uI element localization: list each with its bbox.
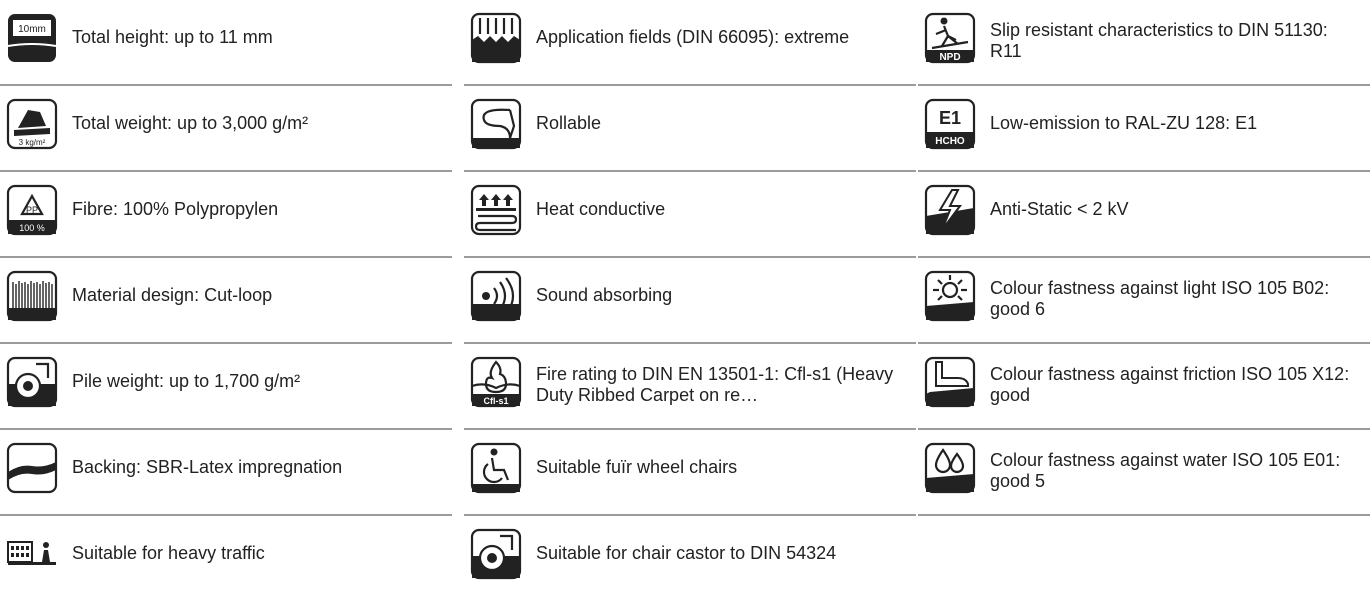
- svg-text:PP: PP: [25, 205, 39, 215]
- feature-label: Total weight: up to 3,000 g/m²: [72, 113, 309, 133]
- feature-item: [464, 258, 916, 344]
- feature-item: [918, 344, 1370, 430]
- feature-label: Material design: Cut-loop: [72, 285, 273, 305]
- feature-item: [0, 86, 452, 172]
- fibre-icon: [6, 184, 58, 236]
- feature-item: [0, 430, 452, 516]
- feature-column-3: [918, 0, 1370, 516]
- friction-fastness-icon: [924, 356, 976, 408]
- heavy-traffic-icon: [6, 528, 58, 580]
- feature-label: Heat conductive: [536, 199, 666, 219]
- feature-item: [464, 172, 916, 258]
- feature-label: Colour fastness against water ISO 105 E01: good 5: [990, 450, 1341, 491]
- sound-absorbing-icon: [470, 270, 522, 322]
- chair-castor-icon: [470, 528, 522, 580]
- feature-item: [0, 172, 452, 258]
- water-fastness-icon: [924, 442, 976, 494]
- heat-conductive-icon: [470, 184, 522, 236]
- light-fastness-icon: [924, 270, 976, 322]
- feature-label: Suitable fuïr wheel chairs: [536, 457, 738, 477]
- feature-item: [918, 86, 1370, 172]
- feature-item: [464, 0, 916, 86]
- fire-rating-icon: [470, 356, 522, 408]
- wheelchair-icon: [470, 442, 522, 494]
- feature-label: Suitable for chair castor to DIN 54324: [536, 543, 837, 563]
- divider: [918, 514, 1370, 516]
- application-fields-icon: [470, 12, 522, 64]
- low-emission-icon: [924, 98, 976, 150]
- feature-label: Rollable: [536, 113, 602, 133]
- feature-item: [464, 430, 916, 516]
- feature-label: Backing: SBR-Latex impregnation: [72, 457, 343, 477]
- feature-column-2: [464, 0, 916, 596]
- feature-item: [464, 86, 916, 172]
- feature-label: Suitable for heavy traffic: [72, 543, 265, 563]
- svg-text:100 %: 100 %: [19, 223, 45, 233]
- feature-label: Slip resistant characteristics to DIN 51130: R11: [990, 20, 1328, 61]
- feature-item: [464, 516, 916, 596]
- svg-text:10mm: 10mm: [18, 24, 46, 35]
- feature-item: [0, 0, 452, 86]
- feature-label: Pile weight: up to 1,700 g/m²: [72, 371, 301, 391]
- anti-static-icon: [924, 184, 976, 236]
- feature-label: Low-emission to RAL-ZU 128: E1: [990, 113, 1258, 133]
- svg-text:Cfl-s1: Cfl-s1: [483, 396, 509, 406]
- feature-label: Anti-Static < 2 kV: [990, 199, 1129, 219]
- rollable-icon: [470, 98, 522, 150]
- feature-item: [0, 516, 452, 596]
- svg-text:HCHO: HCHO: [935, 136, 965, 147]
- svg-text:3 kg/m²: 3 kg/m²: [18, 138, 46, 147]
- feature-item: [0, 258, 452, 344]
- height-icon: [6, 12, 58, 64]
- feature-item: [918, 430, 1370, 516]
- pile-weight-icon: [6, 356, 58, 408]
- backing-icon: [6, 442, 58, 494]
- feature-label: Sound absorbing: [536, 285, 673, 305]
- weight-icon: [6, 98, 58, 150]
- feature-label: Total height: up to 11 mm: [72, 27, 273, 47]
- feature-label: Colour fastness against light ISO 105 B02: good 6: [990, 278, 1330, 319]
- svg-text:NPD: NPD: [939, 52, 961, 63]
- feature-item: [918, 0, 1370, 86]
- cut-loop-icon: [6, 270, 58, 322]
- feature-item: [464, 344, 916, 430]
- feature-item: [0, 344, 452, 430]
- feature-column-1: [0, 0, 452, 596]
- slip-resistant-icon: [924, 12, 976, 64]
- feature-label: Colour fastness against friction ISO 105 X12: good: [990, 364, 1350, 405]
- feature-label: Fibre: 100% Polypropylen: [72, 199, 279, 219]
- svg-text:E1: E1: [938, 108, 962, 128]
- feature-item: [918, 172, 1370, 258]
- feature-item: [918, 258, 1370, 344]
- feature-label: Fire rating to DIN EN 13501-1: Cfl-s1 (Heavy Duty Ribbed Carpet on re…: [536, 364, 894, 405]
- feature-label: Application fields (DIN 66095): extreme: [536, 27, 850, 47]
